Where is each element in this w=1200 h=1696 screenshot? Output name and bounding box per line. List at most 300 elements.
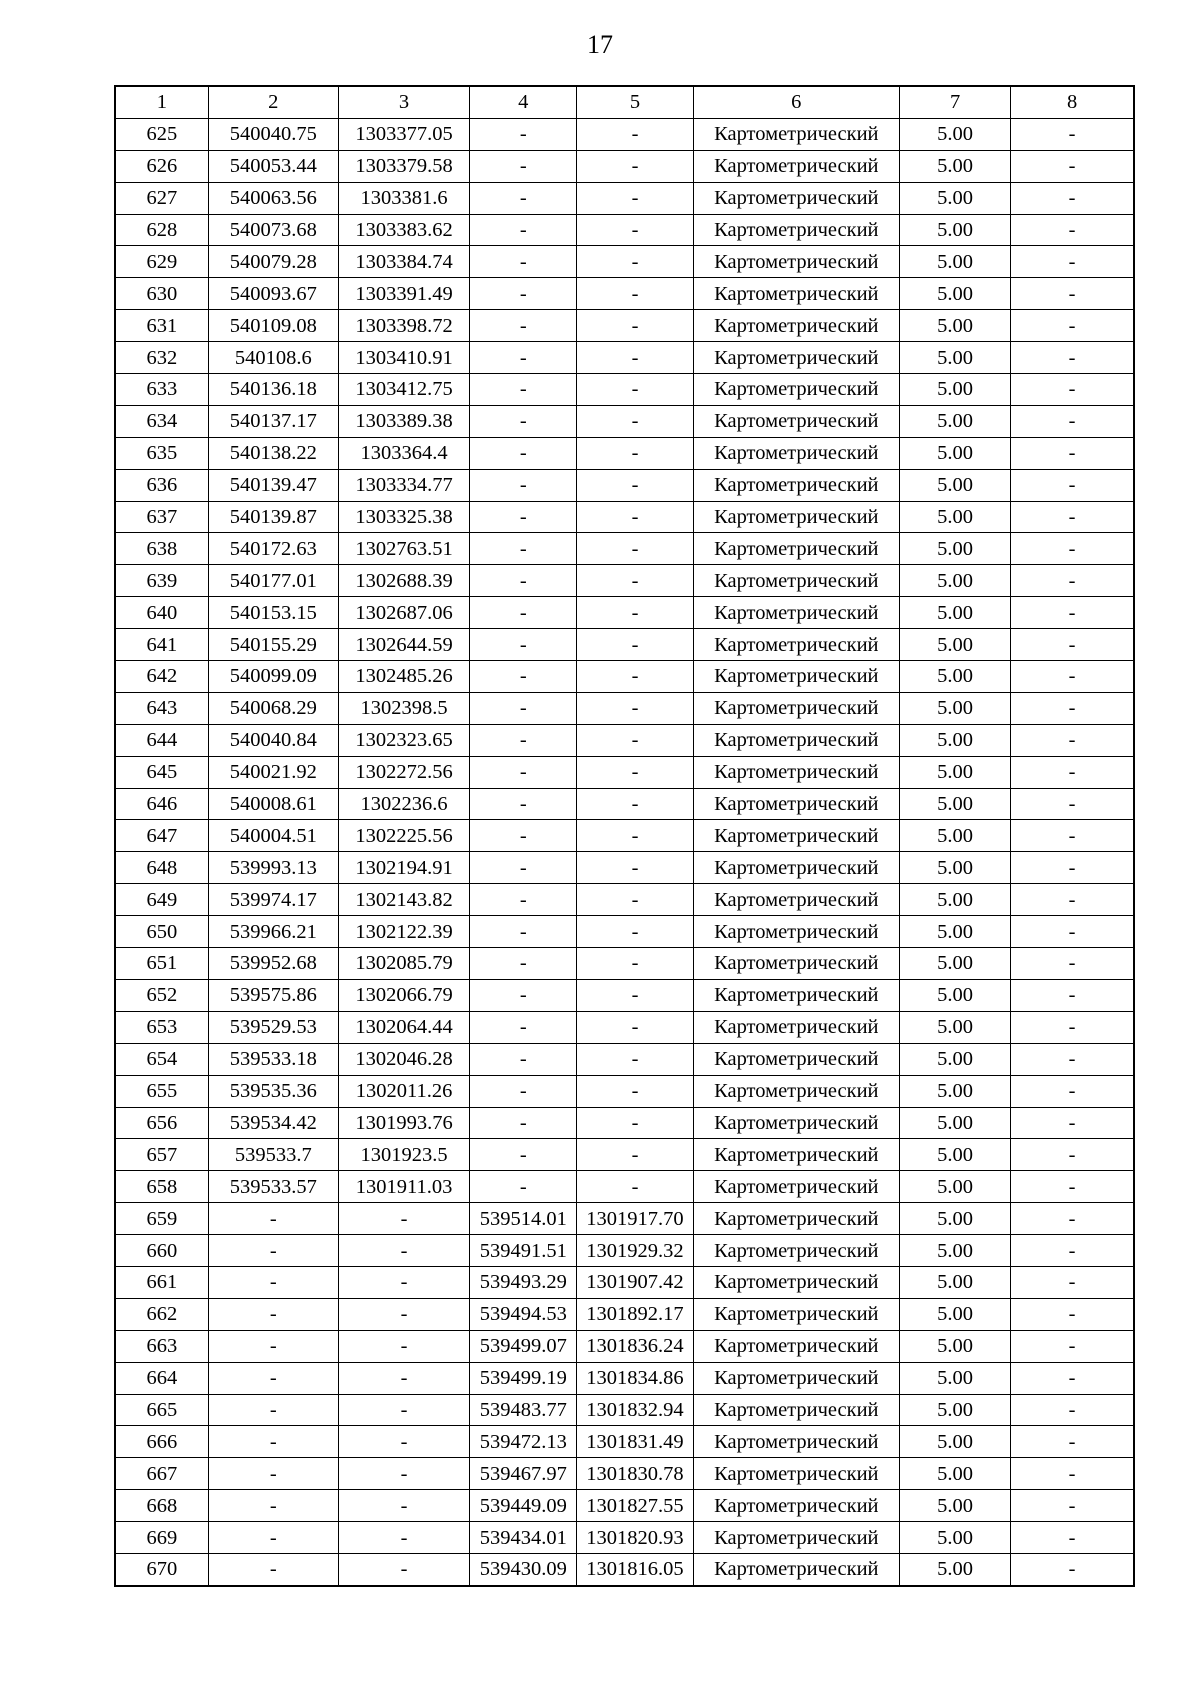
table-cell-col-2: - xyxy=(208,1426,338,1458)
table-cell-col-2: - xyxy=(208,1490,338,1522)
table-cell-col-8: - xyxy=(1011,150,1134,182)
table-cell-col-1: 631 xyxy=(115,310,208,342)
table-cell-col-6: Картометрический xyxy=(693,1266,899,1298)
table-cell-col-3: 1302122.39 xyxy=(338,916,469,948)
table-cell-col-5: - xyxy=(577,342,693,374)
table-cell-col-3: 1303377.05 xyxy=(338,118,469,150)
table-cell-col-7: 5.00 xyxy=(899,788,1010,820)
table-cell-col-6: Картометрический xyxy=(693,437,899,469)
table-cell-col-1: 654 xyxy=(115,1043,208,1075)
table-cell-col-1: 656 xyxy=(115,1107,208,1139)
table-cell-col-2: 539535.36 xyxy=(208,1075,338,1107)
table-cell-col-4: - xyxy=(470,597,577,629)
table-cell-col-6: Картометрический xyxy=(693,405,899,437)
table-cell-col-2: 540138.22 xyxy=(208,437,338,469)
table-cell-col-6: Картометрический xyxy=(693,1139,899,1171)
table-cell-col-8: - xyxy=(1011,1522,1134,1554)
table-cell-col-1: 628 xyxy=(115,214,208,246)
table-cell-col-5: 1301917.70 xyxy=(577,1203,693,1235)
table-cell-col-2: - xyxy=(208,1235,338,1267)
table-cell-col-3: 1302485.26 xyxy=(338,661,469,693)
table-cell-col-3: - xyxy=(338,1490,469,1522)
table-cell-col-3: 1301993.76 xyxy=(338,1107,469,1139)
table-cell-col-7: 5.00 xyxy=(899,1203,1010,1235)
table-row xyxy=(115,278,1134,310)
table-cell-col-4: - xyxy=(470,565,577,597)
table-cell-col-8: - xyxy=(1011,1203,1134,1235)
table-cell-col-7: 5.00 xyxy=(899,1426,1010,1458)
table-cell-col-3: - xyxy=(338,1362,469,1394)
table-cell-col-8: - xyxy=(1011,661,1134,693)
table-cell-col-5: - xyxy=(577,374,693,406)
table-cell-col-1: 639 xyxy=(115,565,208,597)
table-cell-col-1: 640 xyxy=(115,597,208,629)
table-row xyxy=(115,565,1134,597)
table-cell-col-5: - xyxy=(577,916,693,948)
table-cell-col-8: - xyxy=(1011,692,1134,724)
table-cell-col-2: - xyxy=(208,1203,338,1235)
table-cell-col-5: - xyxy=(577,852,693,884)
table-row xyxy=(115,469,1134,501)
table-cell-col-3: 1302688.39 xyxy=(338,565,469,597)
table-cell-col-1: 650 xyxy=(115,916,208,948)
table-cell-col-2: 540099.09 xyxy=(208,661,338,693)
table-cell-col-7: 5.00 xyxy=(899,948,1010,980)
table-cell-col-1: 636 xyxy=(115,469,208,501)
table-cell-col-4: 539493.29 xyxy=(470,1266,577,1298)
table-cell-col-1: 652 xyxy=(115,979,208,1011)
table-cell-col-1: 635 xyxy=(115,437,208,469)
table-cell-col-7: 5.00 xyxy=(899,533,1010,565)
table-cell-col-4: - xyxy=(470,278,577,310)
column-header-3: 3 xyxy=(338,86,469,118)
table-row xyxy=(115,1043,1134,1075)
table-cell-col-2: 539993.13 xyxy=(208,852,338,884)
table-cell-col-8: - xyxy=(1011,1171,1134,1203)
table-cell-col-5: - xyxy=(577,1075,693,1107)
table-row xyxy=(115,1235,1134,1267)
table-cell-col-6: Картометрический xyxy=(693,246,899,278)
table-cell-col-8: - xyxy=(1011,756,1134,788)
table-cell-col-2: - xyxy=(208,1362,338,1394)
table-cell-col-5: 1301832.94 xyxy=(577,1394,693,1426)
table-cell-col-1: 641 xyxy=(115,629,208,661)
table-cell-col-2: - xyxy=(208,1330,338,1362)
table-cell-col-5: 1301827.55 xyxy=(577,1490,693,1522)
table-cell-col-8: - xyxy=(1011,310,1134,342)
table-cell-col-5: - xyxy=(577,1171,693,1203)
table-cell-col-8: - xyxy=(1011,246,1134,278)
table-cell-col-8: - xyxy=(1011,437,1134,469)
table-cell-col-7: 5.00 xyxy=(899,342,1010,374)
table-cell-col-4: - xyxy=(470,342,577,374)
table-row xyxy=(115,1203,1134,1235)
table-cell-col-8: - xyxy=(1011,1298,1134,1330)
table-cell-col-7: 5.00 xyxy=(899,437,1010,469)
table-cell-col-3: 1302763.51 xyxy=(338,533,469,565)
table-cell-col-4: - xyxy=(470,182,577,214)
table-cell-col-6: Картометрический xyxy=(693,182,899,214)
table-cell-col-8: - xyxy=(1011,1553,1134,1585)
table-cell-col-7: 5.00 xyxy=(899,979,1010,1011)
table-row xyxy=(115,597,1134,629)
table-cell-col-4: 539467.97 xyxy=(470,1458,577,1490)
table-row xyxy=(115,501,1134,533)
table-cell-col-7: 5.00 xyxy=(899,405,1010,437)
table-cell-col-7: 5.00 xyxy=(899,1458,1010,1490)
table-cell-col-1: 645 xyxy=(115,756,208,788)
table-cell-col-2: 540063.56 xyxy=(208,182,338,214)
table-cell-col-4: - xyxy=(470,1171,577,1203)
table-cell-col-1: 653 xyxy=(115,1011,208,1043)
table-cell-col-4: 539491.51 xyxy=(470,1235,577,1267)
table-cell-col-8: - xyxy=(1011,1043,1134,1075)
table-cell-col-4: - xyxy=(470,405,577,437)
table-cell-col-4: - xyxy=(470,1075,577,1107)
table-cell-col-4: - xyxy=(470,214,577,246)
table-cell-col-6: Картометрический xyxy=(693,469,899,501)
table-cell-col-3: 1303325.38 xyxy=(338,501,469,533)
table-cell-col-7: 5.00 xyxy=(899,1330,1010,1362)
table-cell-col-3: 1302236.6 xyxy=(338,788,469,820)
table-cell-col-2: 540108.6 xyxy=(208,342,338,374)
table-cell-col-5: - xyxy=(577,405,693,437)
table-cell-col-4: - xyxy=(470,469,577,501)
table-cell-col-5: - xyxy=(577,597,693,629)
table-row xyxy=(115,246,1134,278)
table-cell-col-8: - xyxy=(1011,884,1134,916)
table-cell-col-7: 5.00 xyxy=(899,182,1010,214)
table-cell-col-6: Картометрический xyxy=(693,1394,899,1426)
table-cell-col-6: Картометрический xyxy=(693,501,899,533)
table-cell-col-5: - xyxy=(577,1107,693,1139)
table-cell-col-2: 540073.68 xyxy=(208,214,338,246)
table-cell-col-7: 5.00 xyxy=(899,852,1010,884)
table-cell-col-7: 5.00 xyxy=(899,1139,1010,1171)
table-cell-col-1: 648 xyxy=(115,852,208,884)
table-cell-col-7: 5.00 xyxy=(899,214,1010,246)
table-cell-col-5: - xyxy=(577,629,693,661)
table-cell-col-2: - xyxy=(208,1266,338,1298)
table-cell-col-8: - xyxy=(1011,1394,1134,1426)
table-cell-col-2: 540139.87 xyxy=(208,501,338,533)
table-cell-col-4: - xyxy=(470,884,577,916)
table-cell-col-7: 5.00 xyxy=(899,501,1010,533)
table-cell-col-5: - xyxy=(577,1011,693,1043)
table-cell-col-5: - xyxy=(577,501,693,533)
table-row xyxy=(115,437,1134,469)
table-cell-col-2: 540136.18 xyxy=(208,374,338,406)
table-cell-col-8: - xyxy=(1011,724,1134,756)
table-cell-col-8: - xyxy=(1011,1011,1134,1043)
table-cell-col-5: - xyxy=(577,437,693,469)
table-cell-col-6: Картометрический xyxy=(693,1490,899,1522)
table-cell-col-8: - xyxy=(1011,1139,1134,1171)
table-cell-col-4: - xyxy=(470,310,577,342)
table-cell-col-8: - xyxy=(1011,597,1134,629)
table-cell-col-1: 638 xyxy=(115,533,208,565)
table-row xyxy=(115,150,1134,182)
table-cell-col-3: 1303364.4 xyxy=(338,437,469,469)
table-cell-col-1: 669 xyxy=(115,1522,208,1554)
table-cell-col-4: - xyxy=(470,692,577,724)
table-cell-col-2: 540153.15 xyxy=(208,597,338,629)
table-cell-col-7: 5.00 xyxy=(899,724,1010,756)
column-header-5: 5 xyxy=(577,86,693,118)
table-cell-col-2: 539529.53 xyxy=(208,1011,338,1043)
table-row xyxy=(115,1458,1134,1490)
table-cell-col-6: Картометрический xyxy=(693,1235,899,1267)
table-cell-col-7: 5.00 xyxy=(899,1266,1010,1298)
table-cell-col-1: 665 xyxy=(115,1394,208,1426)
table-cell-col-6: Картометрический xyxy=(693,661,899,693)
table-row xyxy=(115,374,1134,406)
table-row xyxy=(115,1426,1134,1458)
table-cell-col-3: 1303412.75 xyxy=(338,374,469,406)
table-cell-col-5: - xyxy=(577,565,693,597)
table-cell-col-5: 1301830.78 xyxy=(577,1458,693,1490)
table-row xyxy=(115,1011,1134,1043)
table-cell-col-8: - xyxy=(1011,1426,1134,1458)
table-cell-col-7: 5.00 xyxy=(899,1362,1010,1394)
table-cell-col-3: 1303334.77 xyxy=(338,469,469,501)
table-cell-col-3: 1301923.5 xyxy=(338,1139,469,1171)
table-cell-col-2: - xyxy=(208,1458,338,1490)
table-cell-col-2: 540040.75 xyxy=(208,118,338,150)
table-row xyxy=(115,1362,1134,1394)
table-cell-col-8: - xyxy=(1011,820,1134,852)
table-cell-col-6: Картометрический xyxy=(693,533,899,565)
table-cell-col-1: 627 xyxy=(115,182,208,214)
table-row xyxy=(115,788,1134,820)
table-cell-col-8: - xyxy=(1011,1458,1134,1490)
table-cell-col-6: Картометрический xyxy=(693,1522,899,1554)
table-cell-col-8: - xyxy=(1011,405,1134,437)
table-cell-col-5: - xyxy=(577,724,693,756)
table-cell-col-6: Картометрический xyxy=(693,1553,899,1585)
table-cell-col-2: 540155.29 xyxy=(208,629,338,661)
column-header-1: 1 xyxy=(115,86,208,118)
table-cell-col-8: - xyxy=(1011,948,1134,980)
table-cell-col-3: 1302085.79 xyxy=(338,948,469,980)
table-cell-col-1: 660 xyxy=(115,1235,208,1267)
table-cell-col-1: 662 xyxy=(115,1298,208,1330)
table-cell-col-5: - xyxy=(577,1043,693,1075)
table-cell-col-2: 539966.21 xyxy=(208,916,338,948)
table-cell-col-2: 540004.51 xyxy=(208,820,338,852)
table-cell-col-5: 1301907.42 xyxy=(577,1266,693,1298)
table-row xyxy=(115,1330,1134,1362)
table-row xyxy=(115,916,1134,948)
table-cell-col-7: 5.00 xyxy=(899,1394,1010,1426)
table-cell-col-8: - xyxy=(1011,1266,1134,1298)
table-row xyxy=(115,118,1134,150)
table-cell-col-4: - xyxy=(470,724,577,756)
table-cell-col-6: Картометрический xyxy=(693,1298,899,1330)
table-cell-col-5: - xyxy=(577,979,693,1011)
table-row xyxy=(115,756,1134,788)
table-cell-col-5: - xyxy=(577,118,693,150)
table-cell-col-1: 637 xyxy=(115,501,208,533)
table-cell-col-7: 5.00 xyxy=(899,1553,1010,1585)
table-row xyxy=(115,884,1134,916)
column-header-6: 6 xyxy=(693,86,899,118)
table-cell-col-2: - xyxy=(208,1522,338,1554)
table-cell-col-4: - xyxy=(470,150,577,182)
table-cell-col-5: - xyxy=(577,310,693,342)
table-cell-col-6: Картометрический xyxy=(693,629,899,661)
table-cell-col-5: - xyxy=(577,246,693,278)
table-cell-col-2: 540137.17 xyxy=(208,405,338,437)
table-cell-col-6: Картометрический xyxy=(693,565,899,597)
table-cell-col-2: 539534.42 xyxy=(208,1107,338,1139)
table-cell-col-3: 1302398.5 xyxy=(338,692,469,724)
table-cell-col-3: 1302143.82 xyxy=(338,884,469,916)
table-cell-col-8: - xyxy=(1011,916,1134,948)
table-cell-col-5: - xyxy=(577,182,693,214)
table-cell-col-3: 1303379.58 xyxy=(338,150,469,182)
table-cell-col-1: 670 xyxy=(115,1553,208,1585)
table-cell-col-4: - xyxy=(470,852,577,884)
table-cell-col-3: - xyxy=(338,1298,469,1330)
table-cell-col-7: 5.00 xyxy=(899,469,1010,501)
table-row xyxy=(115,852,1134,884)
table-cell-col-5: 1301834.86 xyxy=(577,1362,693,1394)
column-header-2: 2 xyxy=(208,86,338,118)
table-cell-col-6: Картометрический xyxy=(693,884,899,916)
table-cell-col-3: 1303391.49 xyxy=(338,278,469,310)
table-cell-col-7: 5.00 xyxy=(899,1490,1010,1522)
table-cell-col-1: 644 xyxy=(115,724,208,756)
table-cell-col-8: - xyxy=(1011,118,1134,150)
table-cell-col-3: 1302225.56 xyxy=(338,820,469,852)
table-cell-col-8: - xyxy=(1011,374,1134,406)
table-cell-col-3: 1302644.59 xyxy=(338,629,469,661)
table-cell-col-6: Картометрический xyxy=(693,1171,899,1203)
table-cell-col-4: - xyxy=(470,948,577,980)
column-header-8: 8 xyxy=(1011,86,1134,118)
table-cell-col-3: - xyxy=(338,1266,469,1298)
table-cell-col-6: Картометрический xyxy=(693,310,899,342)
table-cell-col-1: 659 xyxy=(115,1203,208,1235)
table-row xyxy=(115,182,1134,214)
table-cell-col-5: 1301820.93 xyxy=(577,1522,693,1554)
table-cell-col-3: 1303410.91 xyxy=(338,342,469,374)
table-cell-col-3: 1302272.56 xyxy=(338,756,469,788)
table-cell-col-2: - xyxy=(208,1394,338,1426)
table-cell-col-3: 1301911.03 xyxy=(338,1171,469,1203)
table-cell-col-3: 1303398.72 xyxy=(338,310,469,342)
table-cell-col-5: 1301816.05 xyxy=(577,1553,693,1585)
table-cell-col-7: 5.00 xyxy=(899,1043,1010,1075)
table-cell-col-3: - xyxy=(338,1522,469,1554)
table-cell-col-8: - xyxy=(1011,501,1134,533)
table-cell-col-5: - xyxy=(577,214,693,246)
table-cell-col-6: Картометрический xyxy=(693,692,899,724)
table-cell-col-8: - xyxy=(1011,1330,1134,1362)
table-cell-col-7: 5.00 xyxy=(899,1171,1010,1203)
table-cell-col-1: 658 xyxy=(115,1171,208,1203)
table-cell-col-2: 540177.01 xyxy=(208,565,338,597)
table-cell-col-1: 666 xyxy=(115,1426,208,1458)
table-cell-col-3: 1302011.26 xyxy=(338,1075,469,1107)
table-row xyxy=(115,214,1134,246)
table-cell-col-6: Картометрический xyxy=(693,1426,899,1458)
table-cell-col-5: - xyxy=(577,788,693,820)
table-cell-col-4: 539499.19 xyxy=(470,1362,577,1394)
table-cell-col-1: 664 xyxy=(115,1362,208,1394)
table-cell-col-1: 647 xyxy=(115,820,208,852)
table-cell-col-3: 1302064.44 xyxy=(338,1011,469,1043)
table-cell-col-4: - xyxy=(470,118,577,150)
table-cell-col-8: - xyxy=(1011,1075,1134,1107)
table-cell-col-6: Картометрический xyxy=(693,374,899,406)
table-cell-col-6: Картометрический xyxy=(693,1203,899,1235)
table-cell-col-1: 643 xyxy=(115,692,208,724)
table-cell-col-5: - xyxy=(577,948,693,980)
table-cell-col-4: - xyxy=(470,374,577,406)
table-cell-col-2: 539533.57 xyxy=(208,1171,338,1203)
table-cell-col-7: 5.00 xyxy=(899,692,1010,724)
table-row xyxy=(115,1107,1134,1139)
table-cell-col-4: - xyxy=(470,820,577,852)
table-cell-col-4: 539494.53 xyxy=(470,1298,577,1330)
table-cell-col-4: - xyxy=(470,756,577,788)
table-cell-col-8: - xyxy=(1011,979,1134,1011)
column-header-7: 7 xyxy=(899,86,1010,118)
table-cell-col-8: - xyxy=(1011,1490,1134,1522)
table-cell-col-1: 630 xyxy=(115,278,208,310)
table-cell-col-2: 540093.67 xyxy=(208,278,338,310)
table-cell-col-4: - xyxy=(470,1139,577,1171)
table-cell-col-6: Картометрический xyxy=(693,342,899,374)
column-header-4: 4 xyxy=(470,86,577,118)
table-cell-col-6: Картометрический xyxy=(693,948,899,980)
table-cell-col-2: 540008.61 xyxy=(208,788,338,820)
table-cell-col-4: - xyxy=(470,1107,577,1139)
table-cell-col-8: - xyxy=(1011,1235,1134,1267)
table-body xyxy=(115,118,1134,1585)
table-cell-col-7: 5.00 xyxy=(899,278,1010,310)
table-cell-col-8: - xyxy=(1011,852,1134,884)
table-cell-col-8: - xyxy=(1011,278,1134,310)
table-row xyxy=(115,405,1134,437)
table-cell-col-5: - xyxy=(577,278,693,310)
table-cell-col-1: 625 xyxy=(115,118,208,150)
table-cell-col-6: Картометрический xyxy=(693,916,899,948)
table-cell-col-5: - xyxy=(577,692,693,724)
table-cell-col-6: Картометрический xyxy=(693,597,899,629)
table-row xyxy=(115,820,1134,852)
table-cell-col-5: 1301831.49 xyxy=(577,1426,693,1458)
table-cell-col-2: 540068.29 xyxy=(208,692,338,724)
table-cell-col-8: - xyxy=(1011,1362,1134,1394)
table-cell-col-3: 1302323.65 xyxy=(338,724,469,756)
table-cell-col-4: 539430.09 xyxy=(470,1553,577,1585)
table-cell-col-2: - xyxy=(208,1298,338,1330)
table-cell-col-7: 5.00 xyxy=(899,374,1010,406)
table-cell-col-1: 663 xyxy=(115,1330,208,1362)
table-cell-col-8: - xyxy=(1011,1107,1134,1139)
table-row xyxy=(115,342,1134,374)
table-cell-col-1: 655 xyxy=(115,1075,208,1107)
table-cell-col-3: - xyxy=(338,1426,469,1458)
table-cell-col-6: Картометрический xyxy=(693,979,899,1011)
table-cell-col-3: - xyxy=(338,1394,469,1426)
table-cell-col-6: Картометрический xyxy=(693,214,899,246)
table-row xyxy=(115,533,1134,565)
table-cell-col-6: Картометрический xyxy=(693,1330,899,1362)
